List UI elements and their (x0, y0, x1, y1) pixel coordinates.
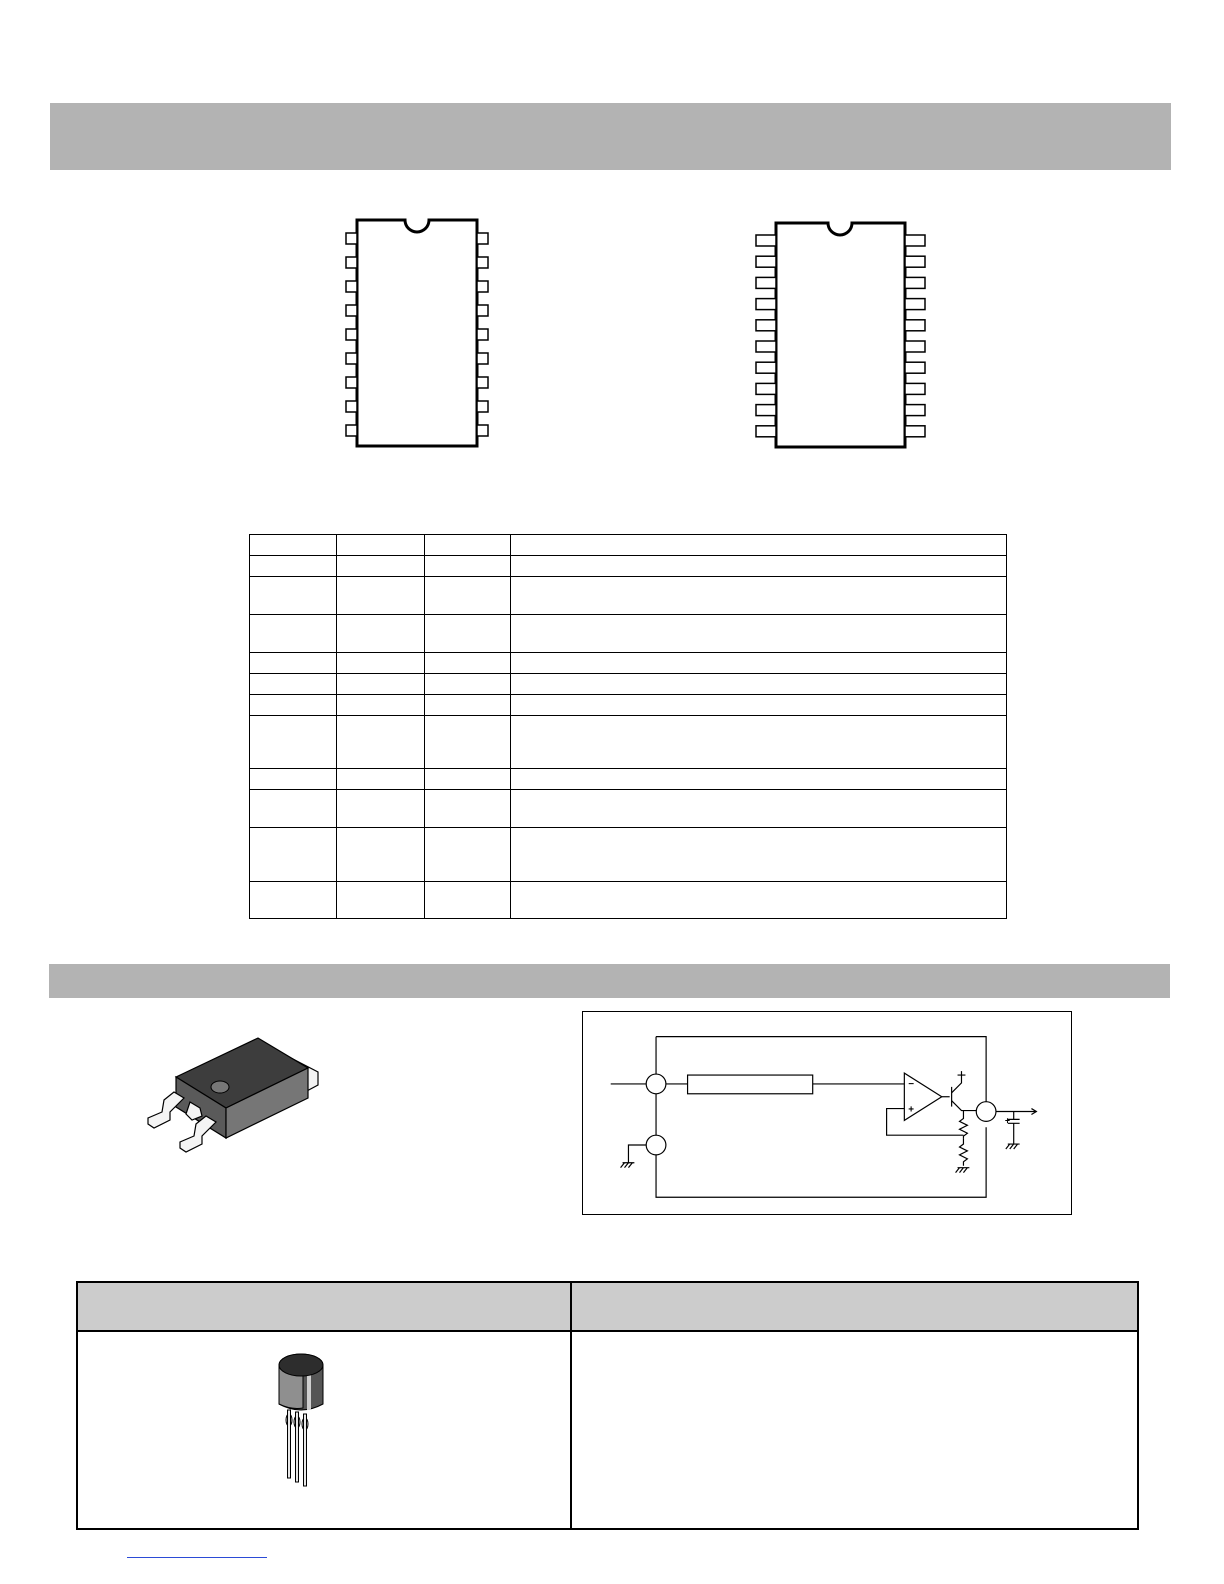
ic-pin (477, 401, 488, 412)
ic-pin (346, 281, 357, 292)
table-row (250, 674, 1007, 695)
table-cell (337, 716, 425, 768)
ic-pin (477, 281, 488, 292)
table-cell (250, 674, 337, 695)
table-cell (511, 828, 1007, 881)
table-cell (337, 577, 425, 614)
table-cell (250, 577, 337, 614)
ic-pin (756, 362, 776, 373)
opamp-plus-label: + (908, 1104, 915, 1116)
table-cell (425, 556, 511, 577)
ic-pin (346, 353, 357, 364)
ic-pin (346, 329, 357, 340)
table-row (250, 768, 1007, 789)
table-row (250, 652, 1007, 673)
table-cell (337, 652, 425, 673)
table-cell (511, 789, 1007, 827)
ic-pin (905, 256, 925, 267)
table-cell (337, 789, 425, 827)
table-row (250, 614, 1007, 652)
table-cell (425, 674, 511, 695)
table-cell (425, 652, 511, 673)
ic-pin (756, 320, 776, 331)
ic-pin (477, 425, 488, 436)
section-header-band-mid (49, 964, 1170, 998)
table-cell (337, 535, 425, 556)
ic-pin (346, 233, 357, 244)
opamp-minus-label: − (908, 1078, 915, 1090)
ic-pin (756, 235, 776, 246)
table-row (250, 535, 1007, 556)
table-cell (337, 828, 425, 881)
pin-description-table (249, 534, 1007, 919)
table-cell (425, 789, 511, 827)
table-cell (425, 695, 511, 716)
ic-pin (905, 341, 925, 352)
ic-pin (477, 305, 488, 316)
table-row (250, 789, 1007, 827)
table-cell (511, 577, 1007, 614)
table-cell (425, 535, 511, 556)
ic-pin (905, 383, 925, 394)
table-cell (250, 828, 337, 881)
package-table-header-right (572, 1283, 1137, 1332)
dip-ic-icon (335, 210, 495, 455)
ic-pin (346, 425, 357, 436)
table-cell (425, 768, 511, 789)
table-cell (425, 577, 511, 614)
ic-pin (905, 405, 925, 416)
table-cell (511, 768, 1007, 789)
ic-pin (756, 383, 776, 394)
table-row (250, 695, 1007, 716)
table-cell (250, 556, 337, 577)
ic-pin (756, 341, 776, 352)
cap-plus-label: + (1004, 1115, 1011, 1126)
to92-package-icon (273, 1352, 333, 1502)
ic-pin (905, 320, 925, 331)
table-cell (511, 881, 1007, 918)
ic-pin (905, 299, 925, 310)
ic-pin (477, 353, 488, 364)
table-cell (511, 652, 1007, 673)
table-cell (250, 716, 337, 768)
ic-pin (477, 257, 488, 268)
table-cell (250, 768, 337, 789)
table-cell (511, 674, 1007, 695)
ic-pin (756, 299, 776, 310)
ic-pin (756, 256, 776, 267)
table-row (250, 577, 1007, 614)
table-cell (425, 716, 511, 768)
table-cell (250, 881, 337, 918)
ic-pin (346, 401, 357, 412)
table-cell (337, 695, 425, 716)
table-cell (337, 614, 425, 652)
ic-pin (477, 377, 488, 388)
ic-pin (756, 426, 776, 437)
table-row (250, 716, 1007, 768)
table-row (250, 556, 1007, 577)
regulator-block-diagram (583, 1012, 1070, 1213)
dpak-package-icon (140, 1030, 340, 1165)
table-cell (425, 614, 511, 652)
table-row (250, 881, 1007, 918)
table-cell (250, 614, 337, 652)
table-cell (511, 614, 1007, 652)
table-cell (250, 695, 337, 716)
ic-pin (905, 235, 925, 246)
table-cell (425, 828, 511, 881)
ic-pin (477, 329, 488, 340)
ic-pin (346, 305, 357, 316)
footer-link[interactable] (127, 1557, 267, 1558)
table-cell (250, 652, 337, 673)
ic-pin (756, 277, 776, 288)
table-cell (337, 881, 425, 918)
package-table-header-left (78, 1283, 572, 1332)
soic-ic-icon (748, 215, 938, 455)
ic-pin (905, 362, 925, 373)
ic-pin (905, 277, 925, 288)
ic-pin (346, 257, 357, 268)
ic-pin (756, 405, 776, 416)
table-cell (337, 556, 425, 577)
package-table-body-left (78, 1332, 572, 1528)
package-table-body-right (572, 1332, 1137, 1528)
table-cell (511, 535, 1007, 556)
package-table (76, 1281, 1139, 1530)
table-cell (511, 556, 1007, 577)
table-cell (337, 674, 425, 695)
block-diagram-frame (582, 1011, 1072, 1215)
ic-pin (346, 377, 357, 388)
ic-pin (477, 233, 488, 244)
table-cell (250, 535, 337, 556)
ic-pin (905, 426, 925, 437)
table-cell (250, 789, 337, 827)
table-cell (425, 881, 511, 918)
table-cell (337, 768, 425, 789)
section-header-band-top (50, 103, 1171, 170)
table-row (250, 828, 1007, 881)
table-cell (511, 716, 1007, 768)
table-cell (511, 695, 1007, 716)
